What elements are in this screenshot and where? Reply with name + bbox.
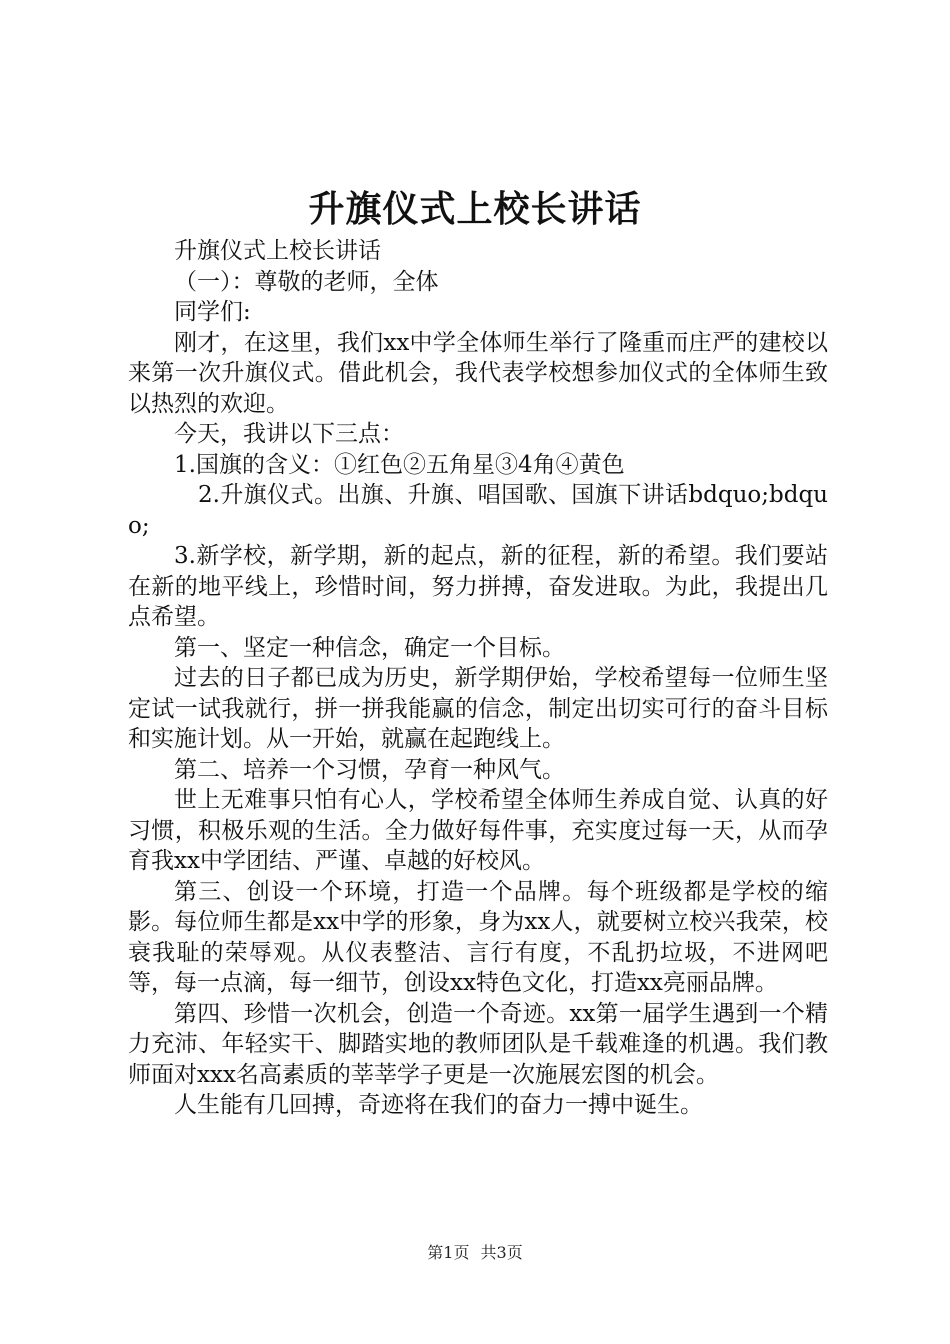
paragraph-salutation-2: 同学们:	[174, 299, 251, 325]
paragraph-heading-second: 第二、培养一个习惯，孕育一种风气。	[174, 756, 565, 783]
paragraph-first-body: 过去的日子都已成为历史，新学期伊始，学校希望每一位师生坚定试一试我就行，拼一拼我能赢的信念，制定出切实可行的奋斗目标和实施计划。从一开始，就赢在起跑线上。	[128, 665, 828, 752]
paragraph-second-body: 世上无难事只怕有心人，学校希望全体师生养成自觉、认真的好习惯，积极乐观的生活。全力做好每件事，充实度过每一天，从而孕育我xx中学团结、严谨、卓越的好校风。	[128, 787, 828, 874]
page-number: 第1页	[427, 1243, 470, 1262]
paragraph-closing: 人生能有几回搏，奇迹将在我们的奋力一搏中诞生。	[174, 1092, 703, 1118]
paragraph-point-3: 3.新学校，新学期，新的起点，新的征程，新的希望。我们要站在新的地平线上，珍惜时间，努力拼搏，奋发进取。为此，我提出几点希望。	[128, 543, 828, 630]
paragraph-fourth: 第四、珍惜一次机会，创造一个奇迹。xx第一届学生遇到一个精力充沛、年轻实干、脚踏实地的教师团队是千载难逢的机遇。我们教师面对xxx名高素质的莘莘学子更是一次施展宏图的机会。	[128, 1000, 828, 1088]
paragraph-three-points: 今天，我讲以下三点：	[174, 421, 404, 447]
paragraph-point-2: 2.升旗仪式。出旗、升旗、唱国歌、国旗下讲话bdquo;bdquo;	[128, 482, 828, 539]
document-body	[128, 236, 828, 1121]
paragraph-subtitle: 升旗仪式上校长讲话	[174, 238, 381, 264]
paragraph-point-1: 1.国旗的含义：①红色②五角星③4角④黄色	[174, 451, 625, 478]
paragraph-third: 第三、创设一个环境，打造一个品牌。每个班级都是学校的缩影。每位师生都是xx中学的形象，身为xx人，就要树立校兴我荣，校衰我耻的荣辱观。从仪表整洁、言行有度，不乱扔垃圾，不进网吧等，每一点滴，每一细节，创设xx特色文化，打造xx亮丽品牌。	[128, 878, 828, 996]
page-total: 共3页	[480, 1243, 523, 1262]
page-footer	[0, 1242, 950, 1264]
paragraph-heading-first: 第一、坚定一种信念，确定一个目标。	[174, 634, 565, 661]
document-title: 升旗仪式上校长讲话	[308, 188, 642, 230]
paragraph-opening: 刚才，在这里，我们xx中学全体师生举行了隆重而庄严的建校以来第一次升旗仪式。借此机会，我代表学校想参加仪式的全体师生致以热烈的欢迎。	[128, 329, 828, 417]
paragraph-salutation-1: （一）：尊敬的老师，全体	[174, 268, 439, 295]
